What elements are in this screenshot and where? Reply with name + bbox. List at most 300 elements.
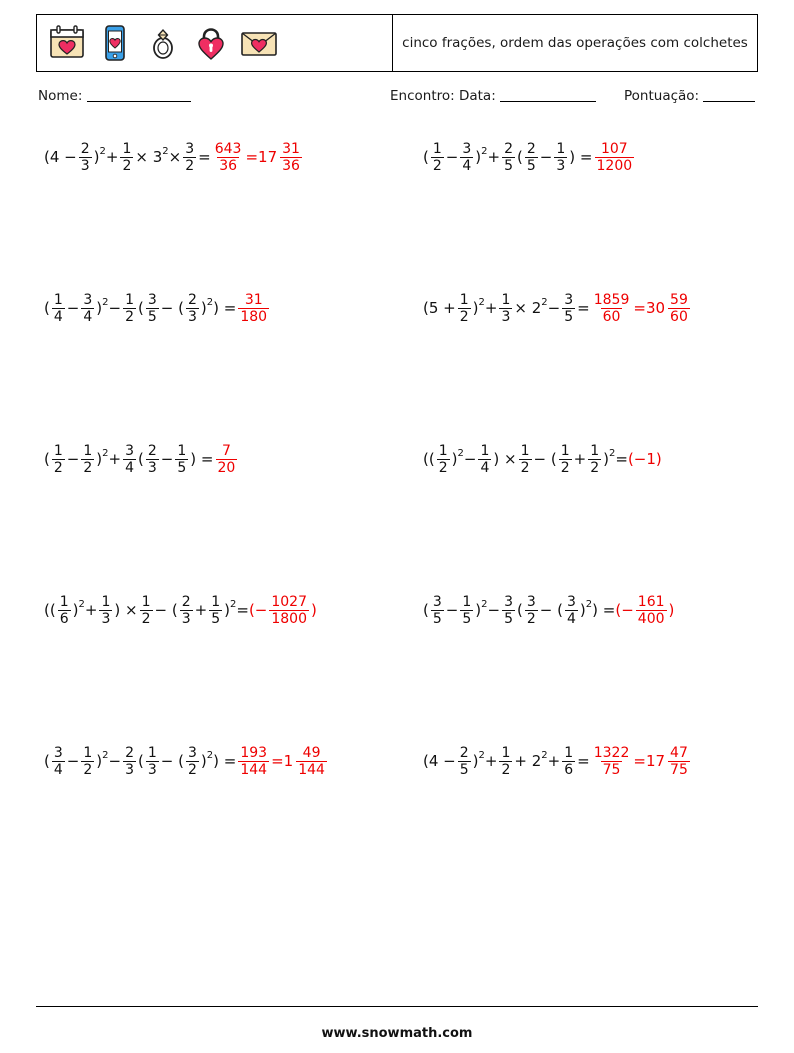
fraction-denominator: 1200: [596, 158, 633, 174]
fraction-denominator: 144: [240, 762, 268, 778]
fraction-numerator: 1: [53, 292, 63, 308]
expr-text: −: [108, 752, 122, 770]
expr-text: ): [603, 450, 609, 468]
expr-text: ): [96, 450, 103, 468]
fraction: [562, 746, 575, 777]
problem-9[interactable]: [0, 732, 397, 883]
fraction-numerator: 1: [101, 594, 111, 610]
fraction-numerator: 1: [432, 141, 442, 157]
fraction-denominator: 4: [480, 460, 490, 476]
fraction-denominator: 4: [53, 762, 63, 778]
mixed-number: [284, 746, 329, 777]
problem-expression: [423, 444, 794, 475]
fraction-numerator: 1: [501, 745, 511, 761]
fraction: [140, 595, 153, 626]
fraction-denominator: 4: [83, 309, 93, 325]
fraction-denominator: 5: [177, 460, 187, 476]
fraction: [460, 142, 473, 173]
fraction-numerator: 3: [188, 745, 197, 761]
fraction: [562, 293, 575, 324]
fraction: [146, 444, 159, 475]
fraction-denominator: 20: [217, 460, 236, 476]
expr-text: ): [451, 450, 458, 468]
problem-row: [0, 581, 794, 732]
fraction-denominator: 2: [53, 460, 63, 476]
fraction-denominator: 3: [501, 309, 511, 325]
footer-site: www.snowmath.com: [321, 1026, 473, 1041]
header-icon-strip: [37, 15, 392, 71]
expr-text: (5 +: [423, 299, 456, 317]
expr-text: ): [472, 752, 479, 770]
expr-text: ) =: [213, 752, 237, 770]
fraction-numerator: 1: [53, 443, 63, 459]
fraction-numerator: 643: [214, 141, 242, 157]
mixed-whole: 30: [645, 299, 666, 317]
expr-text: =: [236, 601, 249, 619]
fraction-denominator: 2: [83, 762, 93, 778]
fraction-denominator: 6: [59, 611, 69, 627]
fraction-denominator: 144: [298, 762, 325, 778]
expr-text: −: [108, 299, 122, 317]
expr-text: − (: [539, 601, 563, 619]
expr-text: × 2: [514, 299, 542, 317]
fraction-denominator: 5: [211, 611, 221, 627]
fraction-numerator: 3: [53, 745, 63, 761]
envelope-heart-icon: [239, 23, 279, 63]
problem-7[interactable]: [0, 581, 397, 732]
fraction-denominator: 3: [101, 611, 111, 627]
fraction-numerator: 3: [147, 292, 157, 308]
fraction-numerator: 3: [567, 594, 576, 610]
expr-text: ): [472, 299, 479, 317]
fraction-numerator: 1: [520, 443, 530, 459]
fraction-denominator: 2: [432, 158, 442, 174]
fraction: [186, 746, 199, 777]
fraction-numerator: 1: [211, 594, 221, 610]
date-field-group: [390, 88, 596, 104]
mixed-number: [646, 293, 692, 324]
date-input-line[interactable]: [500, 89, 596, 102]
fraction: [99, 595, 112, 626]
problem-8[interactable]: [397, 581, 794, 732]
fraction: [499, 746, 512, 777]
expr-text: ) ×: [114, 601, 138, 619]
expr-text: + 2: [514, 752, 542, 770]
exponent: 2: [481, 598, 488, 610]
fraction: [175, 444, 188, 475]
fraction: [123, 444, 136, 475]
fraction-numerator: 2: [459, 745, 469, 761]
exponent: 2: [608, 447, 616, 459]
fraction: [565, 595, 578, 626]
expr-text: ): [579, 601, 586, 619]
expr-text: (: [423, 148, 429, 166]
expr-text: ): [475, 601, 482, 619]
fraction-denominator: 3: [125, 762, 135, 778]
fraction-denominator: 2: [188, 762, 197, 778]
exponent: 2: [541, 296, 548, 308]
problem-2[interactable]: [397, 128, 794, 279]
expr-text: +: [484, 299, 498, 317]
fraction-denominator: 3: [188, 309, 197, 325]
fraction-numerator: 3: [125, 443, 135, 459]
fraction-numerator: 193: [240, 745, 268, 761]
fraction-numerator: 47: [670, 745, 688, 761]
mixed-number: [258, 142, 304, 173]
expr-text: ((: [44, 601, 56, 619]
fraction-denominator: 2: [83, 460, 93, 476]
problem-10[interactable]: [397, 732, 794, 883]
exponent: 2: [457, 447, 464, 459]
name-field-group: [38, 88, 191, 104]
fraction-denominator: 5: [504, 158, 514, 174]
fraction: [58, 595, 71, 626]
fraction-numerator: 3: [83, 292, 93, 308]
fraction-denominator: 2: [125, 309, 135, 325]
fraction-numerator: 3: [564, 292, 574, 308]
expr-text: × 3: [135, 148, 163, 166]
fraction-denominator: 2: [141, 611, 151, 627]
fraction-numerator: 107: [600, 141, 628, 157]
fraction-numerator: 3: [526, 594, 536, 610]
expr-text: −: [547, 299, 561, 317]
fraction-denominator: 2: [590, 460, 600, 476]
fraction-denominator: 75: [670, 762, 688, 778]
expr-text: =: [245, 148, 259, 166]
expr-text: ) =: [190, 450, 214, 468]
expr-text: −: [66, 752, 80, 770]
problem-expression: [44, 746, 397, 777]
expr-text: (4 −: [44, 148, 77, 166]
score-field-group: [624, 88, 755, 104]
fraction-denominator: 1800: [271, 611, 307, 627]
fraction-denominator: 3: [556, 158, 566, 174]
fraction: [52, 293, 65, 324]
fraction-denominator: 180: [240, 309, 268, 325]
fraction: [458, 293, 471, 324]
fraction: [595, 142, 635, 173]
problem-grid: [0, 128, 794, 883]
fraction: [592, 746, 632, 777]
fraction: [458, 746, 471, 777]
fraction-denominator: 36: [219, 158, 238, 174]
fraction-denominator: 2: [185, 158, 195, 174]
problem-expression: [423, 293, 794, 324]
fraction-numerator: 1: [556, 141, 566, 157]
fraction: [52, 444, 65, 475]
fraction: [502, 595, 515, 626]
expr-text: (−: [615, 601, 634, 619]
fraction-numerator: 1: [480, 443, 490, 459]
fraction: [668, 293, 690, 324]
problem-3[interactable]: [0, 279, 397, 430]
fraction: [431, 595, 444, 626]
score-input-line[interactable]: [703, 89, 755, 102]
fraction-denominator: 2: [560, 460, 570, 476]
worksheet-header: [36, 14, 758, 72]
fraction-denominator: 60: [670, 309, 688, 325]
expr-text: (: [517, 148, 523, 166]
fraction-denominator: 3: [147, 460, 157, 476]
expr-text: ): [200, 752, 207, 770]
expr-text: (−: [248, 601, 268, 619]
fraction-denominator: 2: [501, 762, 511, 778]
expr-text: (: [138, 450, 144, 468]
fraction-numerator: 3: [462, 141, 472, 157]
fraction-denominator: 2: [526, 611, 536, 627]
fraction-denominator: 5: [147, 309, 157, 325]
expr-text: =: [615, 450, 628, 468]
problem-4[interactable]: [397, 279, 794, 430]
expr-text: ): [72, 601, 79, 619]
expr-text: −: [66, 450, 80, 468]
fraction: [519, 444, 532, 475]
fraction-numerator: 1: [560, 443, 570, 459]
page-title: cinco frações, ordem das operações com colchetes: [402, 34, 748, 51]
problem-row: [0, 279, 794, 430]
fraction-numerator: 31: [282, 141, 300, 157]
fraction: [269, 595, 309, 626]
problem-expression: [44, 293, 397, 324]
fraction: [209, 595, 222, 626]
fraction: [478, 444, 491, 475]
fraction-numerator: 1: [438, 443, 448, 459]
footer-divider: [36, 1006, 758, 1007]
exponent: 2: [229, 598, 237, 610]
fraction-numerator: 2: [188, 292, 197, 308]
expr-text: +: [84, 601, 98, 619]
fraction-numerator: 49: [302, 745, 321, 761]
expr-text: (: [44, 752, 50, 770]
expr-text: ): [668, 601, 675, 619]
exponent: 2: [102, 447, 109, 459]
expr-text: =: [577, 752, 590, 770]
expr-text: =: [633, 299, 646, 317]
fraction: [525, 595, 538, 626]
expr-text: =: [577, 299, 590, 317]
exponent: 2: [78, 598, 85, 610]
exponent: 2: [99, 145, 106, 157]
fraction: [437, 444, 450, 475]
problem-1[interactable]: [0, 128, 397, 279]
fraction-numerator: 1: [141, 594, 151, 610]
problem-6[interactable]: [397, 430, 794, 581]
fraction-numerator: 1: [501, 292, 511, 308]
fraction-numerator: 1322: [593, 745, 630, 761]
fraction: [431, 142, 444, 173]
expr-text: −: [539, 148, 553, 166]
expr-text: ×: [168, 148, 182, 166]
problem-expression: [423, 746, 794, 777]
expr-text: − (: [533, 450, 557, 468]
expr-text: ): [96, 299, 103, 317]
expr-text: ): [224, 601, 230, 619]
fraction: [81, 293, 94, 324]
fraction: [216, 444, 238, 475]
name-input-line[interactable]: [87, 89, 191, 102]
fraction-denominator: 5: [526, 158, 536, 174]
fraction-denominator: 2: [459, 309, 469, 325]
fraction: [81, 746, 94, 777]
problem-expression: [44, 444, 397, 475]
problem-5[interactable]: [0, 430, 397, 581]
expr-text: +: [194, 601, 208, 619]
expr-text: (: [138, 752, 144, 770]
mixed-number: [646, 746, 692, 777]
fraction-numerator: 2: [181, 594, 191, 610]
expr-text: − (: [160, 299, 184, 317]
fraction-numerator: 2: [125, 745, 135, 761]
expr-text: ): [475, 148, 482, 166]
expr-text: +: [487, 148, 501, 166]
expr-text: ) =: [569, 148, 593, 166]
score-label: Pontuação:: [624, 88, 700, 104]
expr-text: − (: [160, 752, 184, 770]
fraction-denominator: 400: [637, 611, 665, 627]
problem-row: [0, 732, 794, 883]
expr-text: ): [311, 601, 317, 619]
fraction-denominator: 3: [147, 762, 157, 778]
fraction-numerator: 1: [590, 443, 600, 459]
expr-text: −: [66, 299, 80, 317]
fraction: [554, 142, 567, 173]
expr-text: −: [487, 601, 501, 619]
mixed-whole: 17: [645, 752, 666, 770]
expr-text: (4 −: [423, 752, 456, 770]
exponent: 2: [585, 598, 593, 610]
fraction-denominator: 75: [602, 762, 621, 778]
fraction-denominator: 4: [462, 158, 472, 174]
fraction: [499, 293, 512, 324]
expr-text: +: [108, 450, 122, 468]
fraction: [588, 444, 601, 475]
expr-text: ): [93, 148, 100, 166]
fraction-numerator: 1: [147, 745, 157, 761]
fraction: [52, 746, 65, 777]
exponent: 2: [481, 145, 488, 157]
fraction-denominator: 6: [564, 762, 574, 778]
fraction: [296, 746, 327, 777]
expr-text: +: [484, 752, 498, 770]
problem-row: [0, 128, 794, 279]
fraction-denominator: 2: [520, 460, 530, 476]
problem-row: [0, 430, 794, 581]
fraction-denominator: 5: [564, 309, 574, 325]
fraction-numerator: 1: [122, 141, 132, 157]
fraction-denominator: 2: [122, 158, 132, 174]
fraction-numerator: 3: [185, 141, 195, 157]
worksheet-title-cell: [392, 15, 757, 71]
expr-text: ): [96, 752, 103, 770]
date-label: Encontro: Data:: [390, 88, 496, 104]
fraction-denominator: 60: [602, 309, 621, 325]
fraction: [460, 595, 473, 626]
fraction-denominator: 5: [462, 611, 472, 627]
fraction-denominator: 5: [504, 611, 514, 627]
fraction: [238, 293, 269, 324]
fraction: [559, 444, 572, 475]
exponent: 2: [206, 296, 214, 308]
problem-expression: [423, 595, 794, 626]
exponent: 2: [162, 145, 169, 157]
problem-expression: [423, 142, 794, 173]
fraction: [180, 595, 193, 626]
fraction: [186, 293, 199, 324]
fraction-numerator: 2: [80, 141, 90, 157]
expr-text: −: [160, 450, 174, 468]
fraction: [123, 746, 136, 777]
fraction: [79, 142, 92, 173]
problem-expression: [44, 595, 397, 626]
mixed-whole: 17: [258, 148, 278, 166]
exponent: 2: [541, 749, 548, 761]
mixed-whole: 1: [283, 752, 294, 770]
expr-text: =: [271, 752, 284, 770]
fraction-numerator: 2: [526, 141, 536, 157]
fraction: [146, 746, 159, 777]
exponent: 2: [206, 749, 214, 761]
fraction-numerator: 1: [462, 594, 472, 610]
fraction-numerator: 1: [83, 443, 93, 459]
fraction: [213, 142, 244, 173]
expr-text: +: [547, 752, 561, 770]
fraction-denominator: 4: [53, 309, 63, 325]
fraction-numerator: 1027: [271, 594, 307, 610]
expr-text: +: [573, 450, 587, 468]
expr-text: =: [198, 148, 211, 166]
fraction-numerator: 1: [59, 594, 69, 610]
fraction: [120, 142, 133, 173]
exponent: 2: [478, 749, 485, 761]
fraction: [636, 595, 667, 626]
fraction-numerator: 7: [221, 443, 231, 459]
expr-text: −: [445, 601, 459, 619]
calendar-heart-icon: [47, 23, 87, 63]
fraction: [525, 142, 538, 173]
fraction-numerator: 3: [432, 594, 442, 610]
fraction-denominator: 5: [432, 611, 442, 627]
fraction: [146, 293, 159, 324]
ring-icon: [143, 23, 183, 63]
expr-text: ) ×: [493, 450, 517, 468]
expr-text: (: [423, 601, 429, 619]
expr-text: (: [44, 299, 50, 317]
fraction-denominator: 5: [459, 762, 469, 778]
fraction-numerator: 59: [670, 292, 688, 308]
fraction-numerator: 1: [459, 292, 469, 308]
expr-text: −: [445, 148, 459, 166]
exponent: 2: [102, 296, 109, 308]
phone-heart-icon: [95, 23, 135, 63]
fraction: [183, 142, 196, 173]
fraction-numerator: 1: [564, 745, 574, 761]
expr-text: ) =: [213, 299, 237, 317]
fraction: [238, 746, 269, 777]
fraction: [81, 444, 94, 475]
fraction-denominator: 3: [80, 158, 90, 174]
expr-text: −: [463, 450, 477, 468]
expr-text: (: [44, 450, 50, 468]
expr-text: − (: [154, 601, 178, 619]
fraction-numerator: 2: [504, 141, 514, 157]
fraction-denominator: 3: [181, 611, 191, 627]
fraction-numerator: 2: [147, 443, 157, 459]
expr-text: ((: [423, 450, 435, 468]
fraction-numerator: 1859: [593, 292, 630, 308]
expr-text: ): [200, 299, 207, 317]
name-label: Nome:: [38, 88, 83, 104]
expr-text: ) =: [592, 601, 616, 619]
